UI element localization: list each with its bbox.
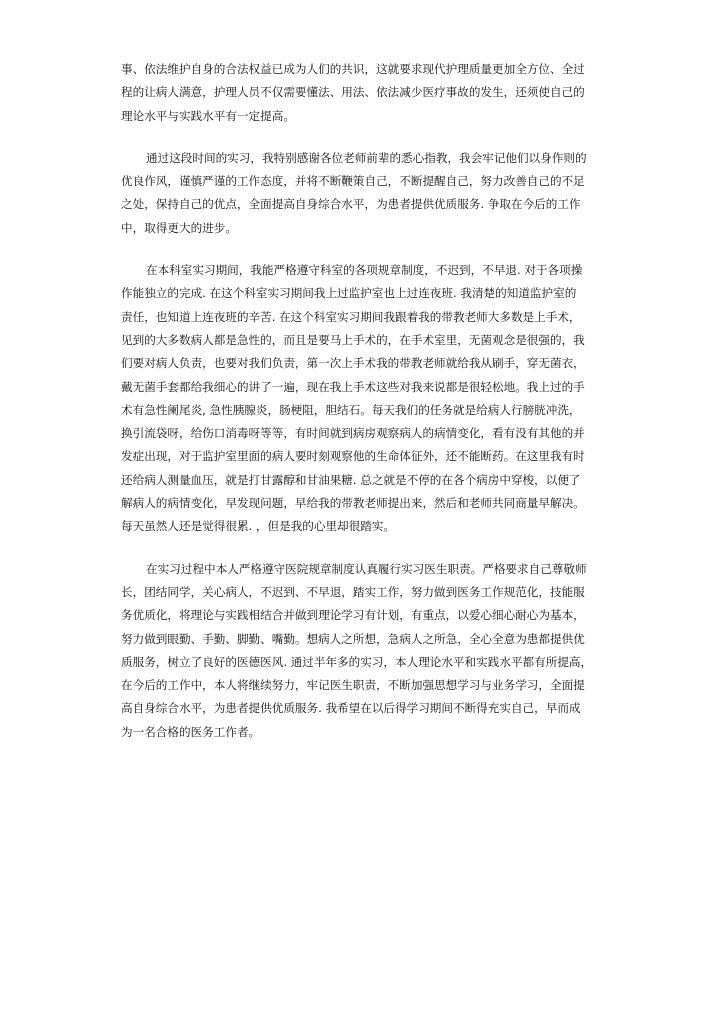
text-line: 通过这段时间的实习，我特别感谢各位老师前辈的悉心指教，我会牢记他们以身作则的	[146, 150, 587, 165]
text-line: 事、依法维护自身的合法权益已成为人们的共识，这就要求现代护理质量更加全方位、全过	[121, 62, 585, 76]
text-line: 为一名合格的医务工作者。	[121, 724, 261, 739]
text-line: 责任，也知道上连夜班的辛苦. 在这个科室实习期间我跟着我的带教老师大多数是上手术，	[121, 309, 581, 324]
text-line: 在实习过程中本人严格遵守医院规章制度认真履行实习医生职责。严格要求自己尊敬师	[146, 561, 587, 576]
text-line: 还给病人测量血压，就是打甘露醇和甘油果糖. 总之就是不停的在各个病房中穿梭，以便了	[121, 472, 581, 487]
paragraph-1	[121, 58, 599, 128]
text-line: 中，取得更大的进步。	[121, 220, 237, 235]
paragraph-4	[121, 558, 599, 744]
text-line: 务优质化，将理论与实践相结合并做到理论学习有计划，有重点，以爱心细心耐心为基本，	[121, 608, 585, 623]
text-line: 发症出现，对于监护室里面的病人要时刻观察他的生命体征外，还不能断药。在这里我有时	[121, 449, 585, 464]
document-body	[121, 58, 599, 744]
text-line: 每天虽然人还是觉得很累. ，但是我的心里却很踏实。	[121, 519, 396, 534]
text-line: 见到的大多数病人都是急性的，而且是要马上手术的，在手术室里，无菌观念是很强的，我	[121, 332, 585, 347]
paragraph-3	[121, 259, 599, 539]
text-line: 长，团结同学，关心病人，不迟到、不早退，踏实工作，努力做到医务工作规范化，技能服	[121, 584, 585, 599]
text-line: 高自身综合水平，为患者提供优质服务. 我希望在以后得学习期间不断得充实自己，早而成	[121, 701, 581, 716]
text-line: 优良作风，谨慎严谨的工作态度，并将不断鞭策自己，不断提醒自己，努力改善自己的不足	[121, 174, 585, 189]
text-line: 戴无菌手套都给我细心的讲了一遍，现在我上手术这些对我来说都是很轻松地。我上过的手	[121, 379, 585, 394]
text-line: 理论水平与实践水平有一定提高。	[121, 108, 295, 123]
text-line: 之处，保持自己的优点，全面提高自身综合水平，为患者提供优质服务. 争取在今后的工作	[121, 197, 581, 212]
text-line: 努力做到眼勤、手勤、脚勤、嘴勤。想病人之所想，急病人之所急，全心全意为患都提供优	[121, 631, 585, 646]
text-line: 程的让病人满意，护理人员不仅需要懂法、用法、依法减少医疗事故的发生，还须使自己的	[121, 85, 585, 100]
text-line: 质服务，树立了良好的医德医风. 通过半年多的实习，本人理论水平和实践水平都有所提高，	[121, 654, 593, 669]
text-line: 在今后的工作中，本人将继续努力，牢记医生职责，不断加强思想学习与业务学习，全面提	[121, 678, 585, 693]
text-line: 们要对病人负责，也要对我们负责，第一次上手术我的带教老师就给我从刷手，穿无菌衣，	[121, 356, 585, 371]
text-line: 作能独立的完成. 在这个科室实习期间我上过监护室也上过连夜班. 我清楚的知道监护室的	[121, 286, 577, 301]
text-line: 解病人的病情变化，早发现问题，早给我的带教老师提出来，然后和老师共同商量早解决。	[121, 496, 585, 511]
text-line: 术有急性阑尾炎, 急性胰腺炎，肠梗阻，胆结石。每天我们的任务就是给病人行膀胱冲洗，	[121, 402, 581, 417]
paragraph-2	[121, 147, 599, 240]
text-line: 在本科室实习期间，我能严格遵守科室的各项规章制度，不迟到，不早退. 对于各项操	[146, 263, 583, 278]
text-line: 换引流袋呀，给伤口消毒呀等等，有时间就到病房观察病人的病情变化，看有没有其他的并	[121, 426, 585, 441]
